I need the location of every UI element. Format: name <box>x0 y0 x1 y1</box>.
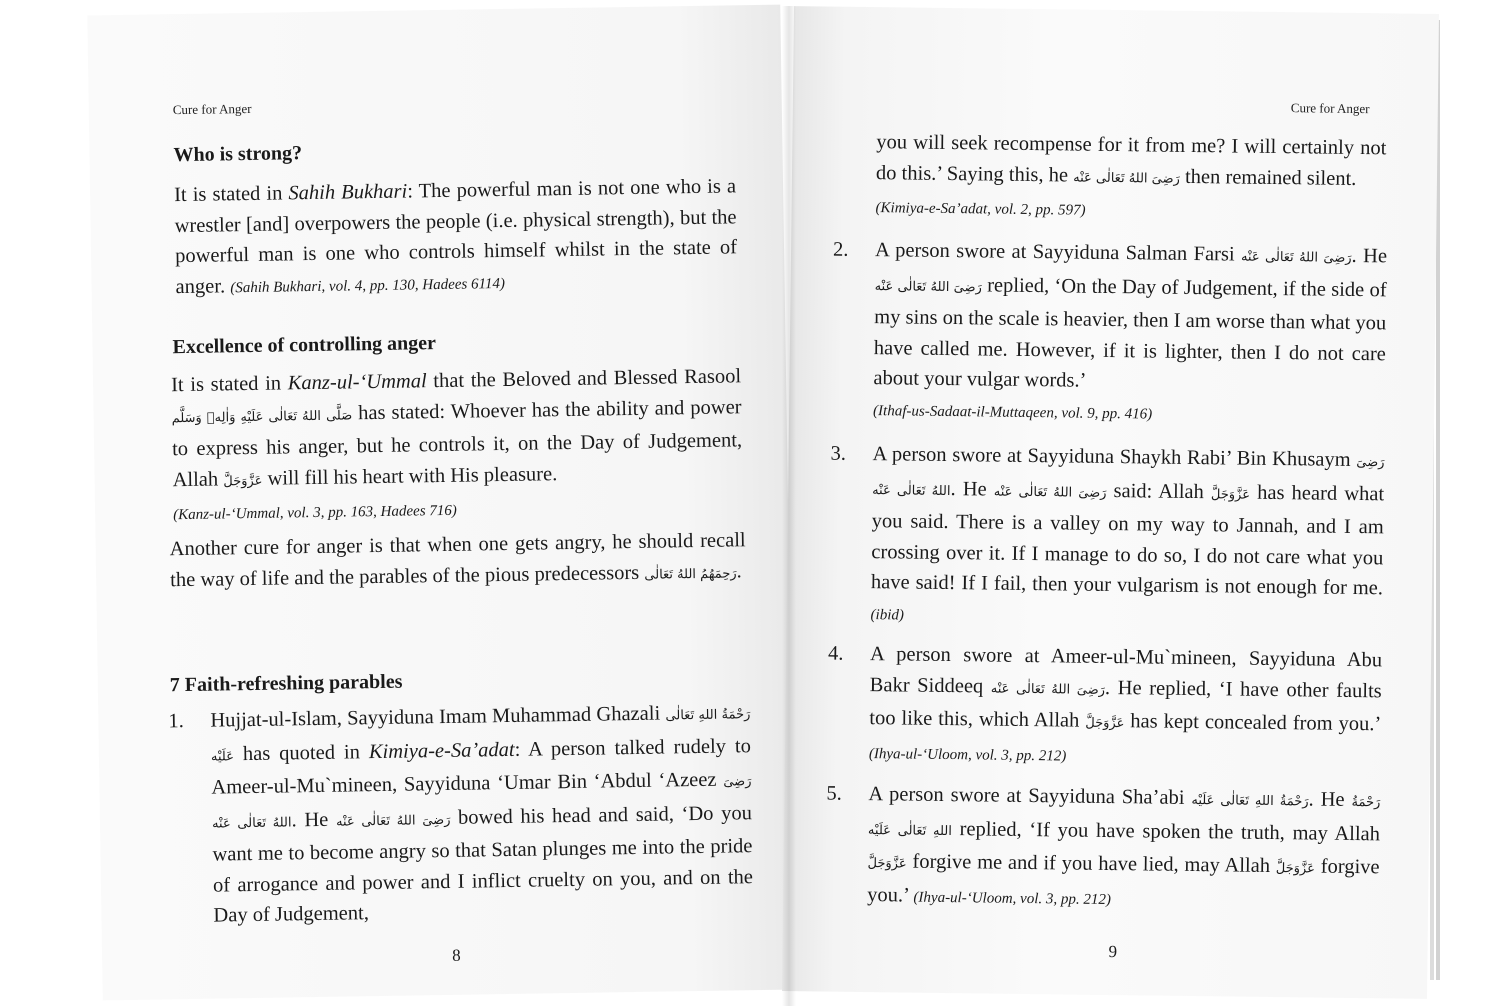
paragraph-another-cure: Another cure for anger is that when one gets angry, he should recall the way of life and the parables of the pious predecessors رَحِمَهُمُ اللهُ تَعَالٰى. <box>169 529 746 591</box>
heading-excellence: Excellence of controlling anger <box>172 332 437 359</box>
page-number: 9 <box>1108 942 1118 962</box>
running-header: Cure for Anger <box>1290 100 1370 117</box>
right-page <box>782 6 1439 999</box>
paragraph-who-is-strong: It is stated in Sahih Bukhari: The powerful man is not one who is a wrestler [and] overpowers the people (i.e. physical strength), but the powerful man is one who controls himself whilst in the state of anger. (Sahih Bukhari, vol. 4, pp. 130, Hadees 6114) <box>173 175 738 298</box>
heading-parables: 7 Faith-refreshing parables <box>169 670 403 697</box>
page-number: 8 <box>451 945 461 965</box>
list-item-5: 5. A person swore at Sayyiduna Sha’abi رَحْمَةُ اللهِ تَعَالٰى عَلَيْه. He رَحْمَةُ اللهِ تَعَالٰى عَلَيْه replied, ‘If you have spoken the truth, may Allah عَزَّوَجَلَّ forgive me and if you have lied, may Allah عَزَّوَجَلَّ forgive you.’ (Ihya-ul-‘Uloom, vol. 3, pp. 212) <box>826 782 1381 908</box>
running-header: Cure for Anger <box>172 100 252 118</box>
list-item-3: 3. A person swore at Sayyiduna Shaykh Rabi’ Bin Khusaym رَضِىَ اللهُ تَعَالٰى عَنْه. He رَضِىَ اللهُ تَعَالٰى عَنْه said: Allah عَزَّوَجَلَّ has heard what you said. There is a valley on my way to Jannah, and I am crossing over it. If I manage to do so, I do not care what you have said! If I fail, then your vulgarism is not enough for me. (ibid) <box>830 442 1385 623</box>
book-gutter <box>782 6 796 1006</box>
open-booklet <box>40 6 1480 996</box>
list-item-4: 4. A person swore at Ameer-ul-Mu`mineen, Sayyiduna Abu Bakr Siddeeq رَضِىَ اللهُ تَعَالٰى عَنْه. He replied, ‘I have other faults too like this, which Allah عَزَّوَجَلَّ has kept concealed from you.’ (Ihya-ul-‘Uloom, vol. 3, pp. 212) <box>827 642 1383 764</box>
list-item-2: 2. A person swore at Sayyiduna Salman Farsi رَضِىَ اللهُ تَعَالٰى عَنْه. He رَضِىَ اللهُ تَعَالٰى عَنْه replied, ‘On the Day of Judgement, if the side of my sins on the scale is heavier, then I am worse than what you have called me. However, if it is lighter, then I do not care about your vulgar words.’ (Ithaf-us-Sadaat-il-Muttaqeen, vol. 9, pp. 416) <box>832 238 1388 423</box>
left-page <box>87 5 795 1001</box>
list-item-1: 1. Hujjat-ul-Islam, Sayyiduna Imam Muhammad Ghazali رَحْمَةُ اللهِ تَعَالٰى عَلَيْه has quoted in Kimiya-e-Sa’adat: A person talked rudely to Ameer-ul-Mu`mineen, Sayyiduna ‘Umar Bin ‘Abdul ‘Azeez رَضِىَ اللهُ تَعَالٰى عَنْه. He رَضِىَ اللهُ تَعَالٰى عَنْه bowed his head and said, ‘Do you want me to become angry so that Satan plunges me into the pride of arrogance and power and I inflict cruelty on you, and on the Day of Judgement, <box>168 702 754 927</box>
heading-who-is-strong: Who is strong? <box>173 142 303 167</box>
paragraph-excellence: It is stated in Kanz-ul-‘Ummal that the Beloved and Blessed Rasool صَلَّى اللهُ تَعَالٰى عَلَيْهِ وَاٰلِهٖ وَسَلَّم has stated: Whoever has the ability and power to express his anger, but he controls it, on the Day of Judgement, Allah عَزَّوَجَلَّ will fill his heart with His pleasure. (Kanz-ul-‘Ummal, vol. 3, pp. 163, Hadees 716) <box>170 365 743 524</box>
paragraph-continuation: you will seek recompense for it from me? I will certainly not do this.’ Saying this, he رَضِىَ اللهُ تَعَالٰى عَنْه then remained silent. (Kimiya-e-Sa’adat, vol. 2, pp. 597) <box>875 131 1387 219</box>
